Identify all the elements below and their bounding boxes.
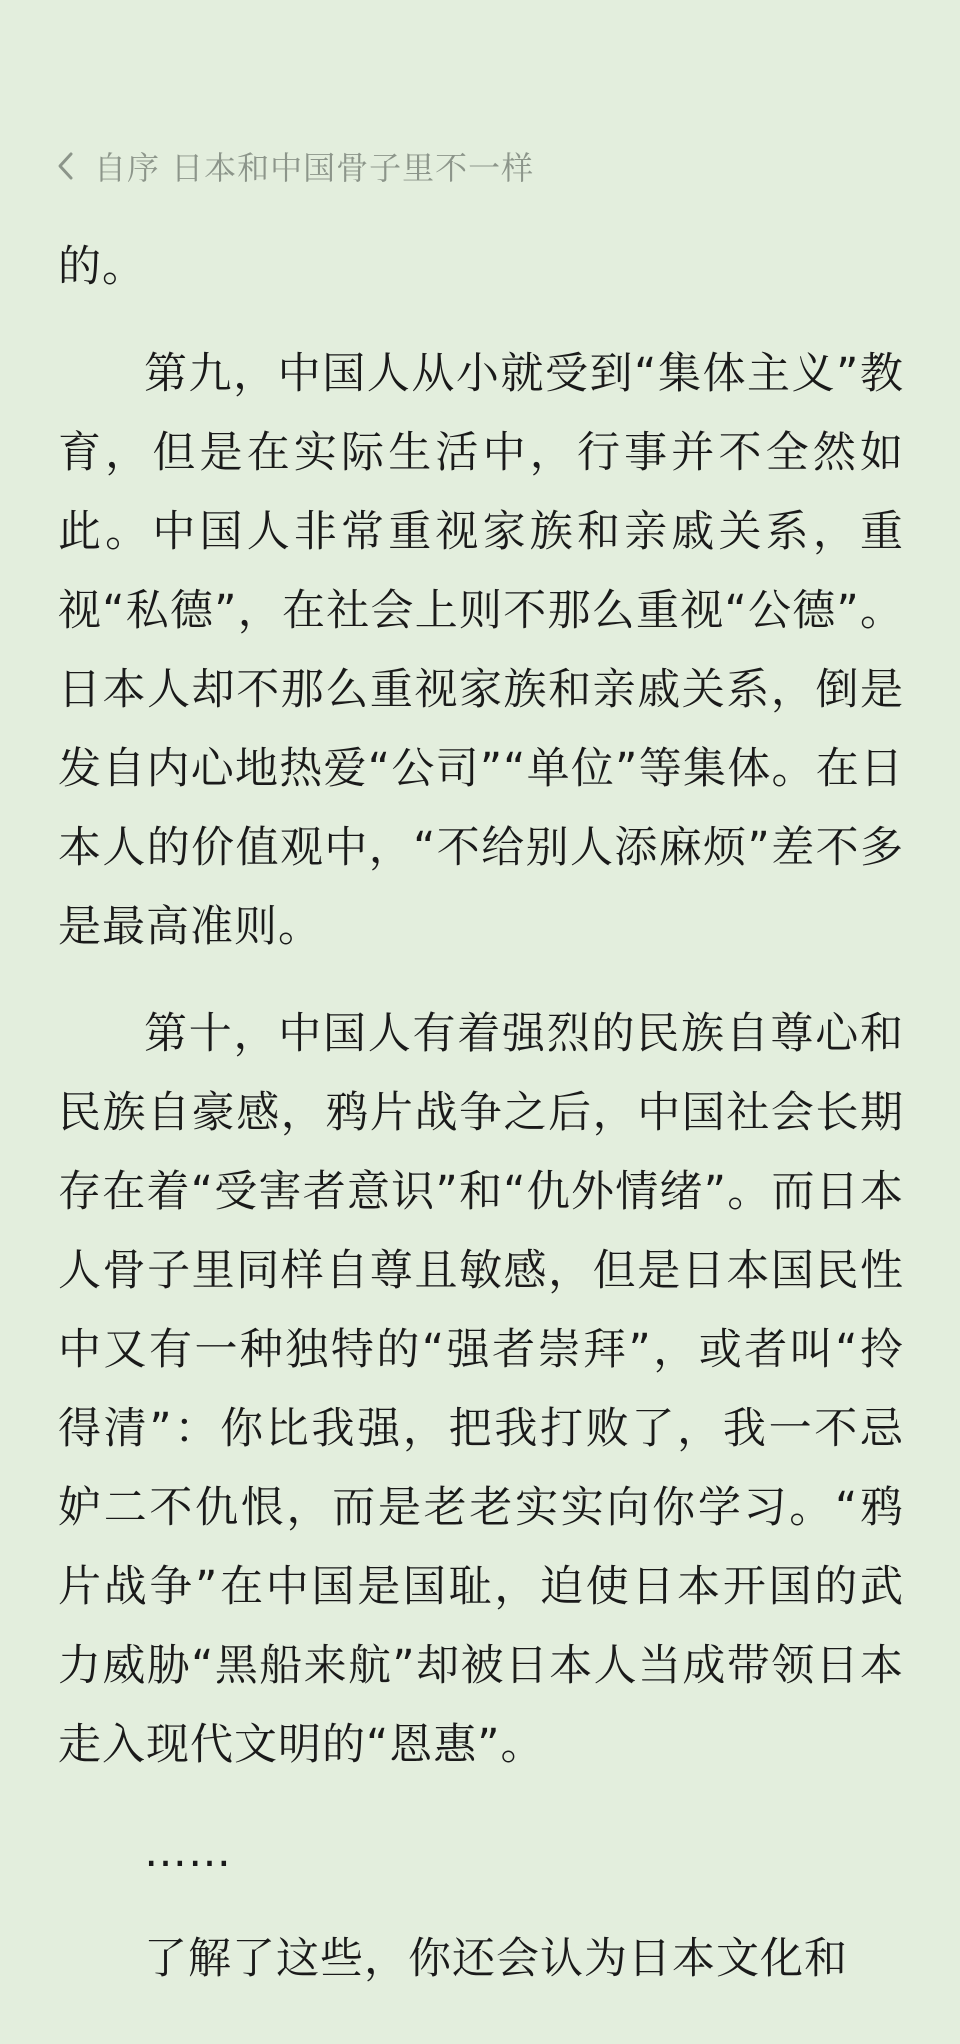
paragraph-continuation: 的。 (58, 242, 146, 292)
paragraph-conclusion: 了解了这些，你还会认为日本文化和 (144, 1934, 848, 1984)
reading-content (58, 228, 904, 1999)
paragraph-ellipsis: …… (144, 1827, 232, 1877)
paragraph-ninth-point: 第九，中国人从小就受到“集体主义”教育，但是在实际生活中，行事并不全然如此。中国人非常重视家族和亲戚关系，重视“私德”，在社会上则不那么重视“公德”。日本人却不那么重视家族和亲戚关系，倒是发自内心地热爱“公司”“单位”等集体。在日本人的价值观中，“不给别人添麻烦”差不多是最高准则。 (58, 349, 904, 952)
chapter-title: 自序 日本和中国骨子里不一样 (94, 149, 535, 187)
paragraph-tenth-point: 第十，中国人有着强烈的民族自尊心和民族自豪感，鸦片战争之后，中国社会长期存在着“受害者意识”和“仇外情绪”。而日本人骨子里同样自尊且敏感，但是日本国民性中又有一种独特的“强者崇拜”，或者叫“拎得清”：你比我强，把我打败了，我一不忌妒二不仇恨，而是老老实实向你学习。“鸦片战争”在中国是国耻，迫使日本开国的武力威胁“黑船来航”却被日本人当成带领日本走入现代文明的“恩惠”。 (58, 1009, 904, 1770)
chevron-left-icon[interactable] (56, 146, 86, 186)
chapter-header (56, 140, 534, 192)
